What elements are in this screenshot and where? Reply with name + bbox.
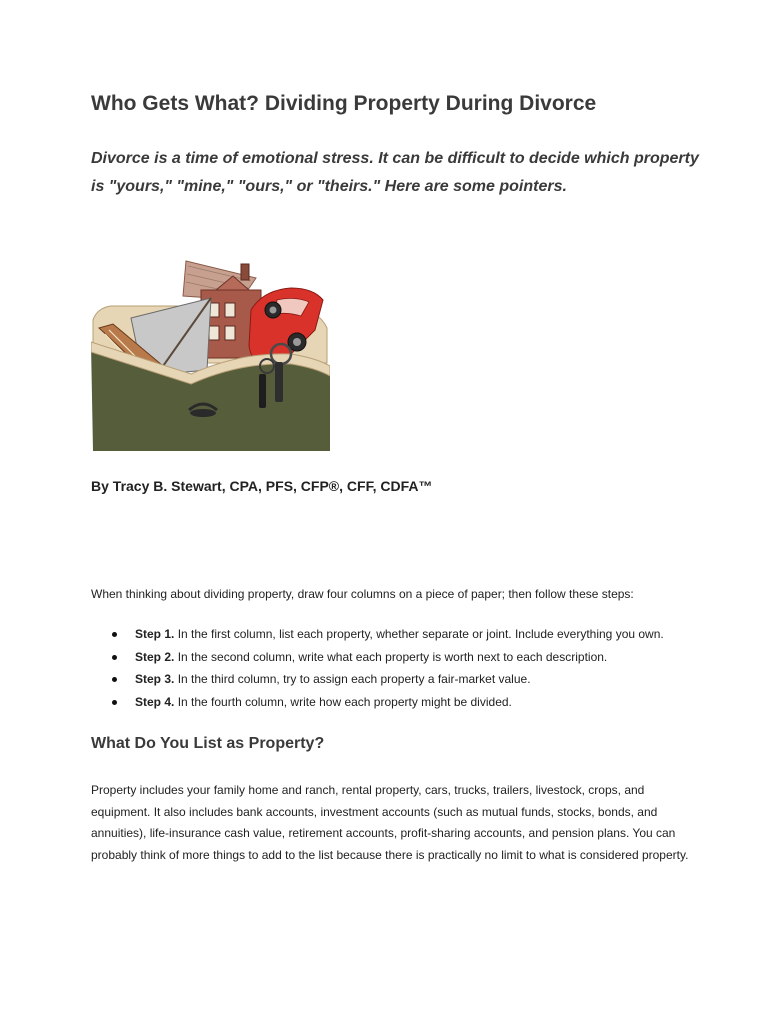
list-item — [112, 694, 664, 717]
step-text: In the first column, list each property, whether separate or joint. Include everything you own. — [174, 627, 664, 641]
step-label: Step 3. — [135, 672, 175, 687]
list-item — [112, 671, 664, 694]
property-box-illustration — [91, 258, 330, 451]
intro-paragraph: When thinking about dividing property, draw four columns on a piece of paper; then follow these steps: — [91, 587, 634, 601]
bullet-icon — [112, 677, 117, 682]
page-title: Who Gets What? Dividing Property During Divorce — [91, 92, 597, 115]
list-item — [112, 649, 664, 672]
list-item — [112, 626, 664, 649]
author-byline: By Tracy B. Stewart, CPA, PFS, CFP®, CFF, CDFA™ — [91, 478, 433, 494]
step-label: Step 4. — [135, 694, 175, 709]
article-subtitle: Divorce is a time of emotional stress. It can be difficult to decide which property is "yours," "mine," "ours," or "theirs." Here are some pointers. — [91, 150, 699, 195]
step-text: In the fourth column, write how each property might be divided. — [174, 694, 512, 709]
steps-list — [112, 626, 664, 716]
step-label: Step 2. — [135, 649, 175, 664]
section-heading: What Do You List as Property? — [91, 735, 325, 752]
step-label: Step 1. — [135, 627, 175, 641]
step-text: In the second column, write what each property is worth next to each description. — [174, 649, 608, 664]
bullet-icon — [112, 632, 117, 637]
bullet-icon — [112, 700, 117, 705]
property-illustration-svg — [91, 258, 330, 451]
bullet-icon — [112, 655, 117, 660]
step-text: In the third column, try to assign each property a fair-market value. — [174, 672, 531, 687]
section-body: Property includes your family home and ranch, rental property, cars, trucks, trailers, livestock, crops, and equipment. It also includes bank accounts, investment accounts (such as mutual funds, stocks, bonds, and annuities), life-insurance cash value, retirement accounts, profit-sharing accounts, and pension plans. You can probably think of more things to add to the list because there is practically no limit to what is considered property. — [91, 783, 689, 862]
